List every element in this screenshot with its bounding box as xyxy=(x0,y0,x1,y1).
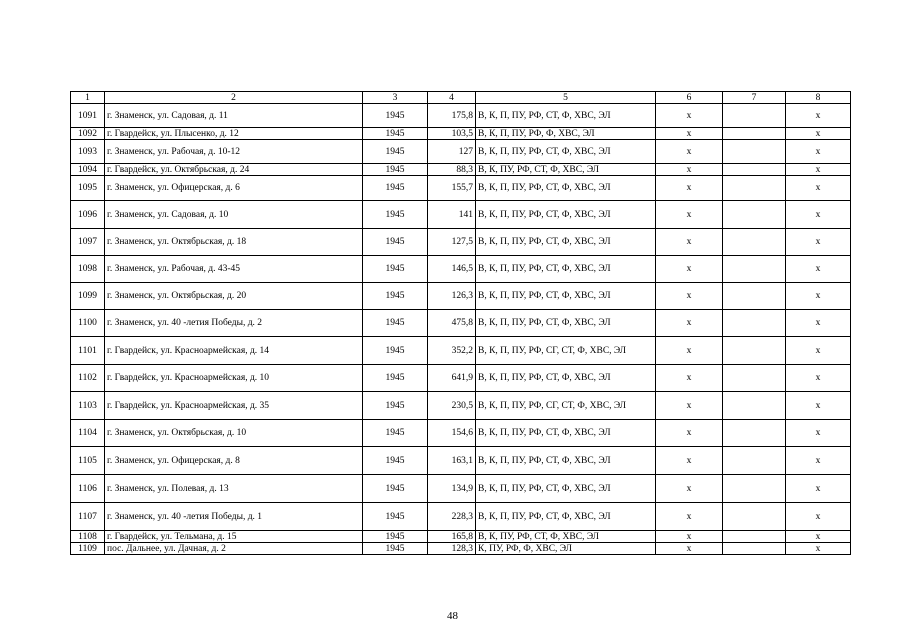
table-row xyxy=(71,531,851,543)
cell-area: 475,8 xyxy=(428,310,476,337)
cell-mark-8: x xyxy=(786,128,851,140)
cell-mark-7 xyxy=(723,229,786,256)
cell-mark-7 xyxy=(723,283,786,310)
cell-address: г. Гвардейск, ул. Плысенко, д. 12 xyxy=(105,128,363,140)
cell-year: 1945 xyxy=(363,256,428,283)
cell-utilities: В, К, П, ПУ, РФ, СТ, Ф, ХВС, ЭЛ xyxy=(476,140,656,164)
table-row xyxy=(71,164,851,176)
cell-year: 1945 xyxy=(363,531,428,543)
cell-mark-7 xyxy=(723,392,786,420)
cell-mark-6: x xyxy=(656,256,723,283)
cell-mark-6: x xyxy=(656,475,723,503)
cell-mark-8: x xyxy=(786,104,851,128)
cell-utilities: В, К, П, ПУ, РФ, СТ, Ф, ХВС, ЭЛ xyxy=(476,256,656,283)
cell-year: 1945 xyxy=(363,201,428,229)
cell-address: г. Знаменск, ул. Полевая, д. 13 xyxy=(105,475,363,503)
cell-address: г. Знаменск, ул. 40 -летия Победы, д. 2 xyxy=(105,310,363,337)
cell-mark-8: x xyxy=(786,310,851,337)
cell-year: 1945 xyxy=(363,283,428,310)
cell-mark-6: x xyxy=(656,229,723,256)
cell-utilities: В, К, П, ПУ, РФ, СГ, СТ, Ф, ХВС, ЭЛ xyxy=(476,337,656,365)
cell-mark-7 xyxy=(723,543,786,555)
cell-row-number: 1105 xyxy=(71,447,105,475)
cell-mark-6: x xyxy=(656,283,723,310)
cell-mark-6: x xyxy=(656,503,723,531)
cell-address: г. Знаменск, ул. Октябрьская, д. 10 xyxy=(105,420,363,447)
cell-mark-7 xyxy=(723,447,786,475)
cell-mark-8: x xyxy=(786,283,851,310)
cell-area: 127,5 xyxy=(428,229,476,256)
housing-register-table xyxy=(70,91,851,555)
cell-address: г. Знаменск, ул. Октябрьская, д. 18 xyxy=(105,229,363,256)
cell-utilities: В, К, П, ПУ, РФ, СТ, Ф, ХВС, ЭЛ xyxy=(476,283,656,310)
cell-year: 1945 xyxy=(363,104,428,128)
cell-address: г. Знаменск, ул. Садовая, д. 10 xyxy=(105,201,363,229)
table-row xyxy=(71,256,851,283)
cell-year: 1945 xyxy=(363,447,428,475)
cell-year: 1945 xyxy=(363,128,428,140)
cell-address: г. Гвардейск, ул. Красноармейская, д. 35 xyxy=(105,392,363,420)
cell-mark-6: x xyxy=(656,531,723,543)
cell-address: г. Гвардейск, ул. Октябрьская, д. 24 xyxy=(105,164,363,176)
cell-year: 1945 xyxy=(363,475,428,503)
cell-mark-8: x xyxy=(786,392,851,420)
cell-address: г. Гвардейск, ул. Тельмана, д. 15 xyxy=(105,531,363,543)
cell-mark-6: x xyxy=(656,140,723,164)
cell-row-number: 1095 xyxy=(71,176,105,201)
cell-mark-8: x xyxy=(786,365,851,392)
cell-area: 146,5 xyxy=(428,256,476,283)
cell-row-number: 1100 xyxy=(71,310,105,337)
cell-row-number: 1102 xyxy=(71,365,105,392)
cell-utilities: В, К, П, ПУ, РФ, СТ, Ф, ХВС, ЭЛ xyxy=(476,365,656,392)
cell-row-number: 1092 xyxy=(71,128,105,140)
cell-mark-7 xyxy=(723,475,786,503)
cell-address: г. Гвардейск, ул. Красноармейская, д. 14 xyxy=(105,337,363,365)
table-row xyxy=(71,475,851,503)
cell-year: 1945 xyxy=(363,503,428,531)
table-row xyxy=(71,140,851,164)
cell-address: г. Гвардейск, ул. Красноармейская, д. 10 xyxy=(105,365,363,392)
cell-year: 1945 xyxy=(363,140,428,164)
cell-mark-8: x xyxy=(786,531,851,543)
cell-row-number: 1093 xyxy=(71,140,105,164)
cell-mark-6: x xyxy=(656,128,723,140)
cell-row-number: 1109 xyxy=(71,543,105,555)
cell-year: 1945 xyxy=(363,420,428,447)
cell-area: 155,7 xyxy=(428,176,476,201)
cell-year: 1945 xyxy=(363,392,428,420)
cell-row-number: 1091 xyxy=(71,104,105,128)
table-row xyxy=(71,283,851,310)
cell-utilities: В, К, П, ПУ, РФ, Ф, ХВС, ЭЛ xyxy=(476,128,656,140)
table-row xyxy=(71,392,851,420)
cell-utilities: В, К, П, ПУ, РФ, СГ, СТ, Ф, ХВС, ЭЛ xyxy=(476,392,656,420)
cell-mark-6: x xyxy=(656,337,723,365)
cell-row-number: 1097 xyxy=(71,229,105,256)
cell-area: 88,3 xyxy=(428,164,476,176)
cell-utilities: К, ПУ, РФ, Ф, ХВС, ЭЛ xyxy=(476,543,656,555)
cell-year: 1945 xyxy=(363,365,428,392)
col-header-3: 3 xyxy=(363,92,428,104)
cell-mark-7 xyxy=(723,256,786,283)
cell-mark-7 xyxy=(723,201,786,229)
cell-address: г. Знаменск, ул. Офицерская, д. 6 xyxy=(105,176,363,201)
cell-year: 1945 xyxy=(363,337,428,365)
cell-year: 1945 xyxy=(363,543,428,555)
cell-utilities: В, К, П, ПУ, РФ, СТ, Ф, ХВС, ЭЛ xyxy=(476,229,656,256)
table-row xyxy=(71,104,851,128)
cell-address: пос. Дальнее, ул. Дачная, д. 2 xyxy=(105,543,363,555)
cell-utilities: В, К, ПУ, РФ, СТ, Ф, ХВС, ЭЛ xyxy=(476,164,656,176)
cell-mark-7 xyxy=(723,337,786,365)
cell-utilities: В, К, П, ПУ, РФ, СТ, Ф, ХВС, ЭЛ xyxy=(476,503,656,531)
cell-mark-8: x xyxy=(786,201,851,229)
table-row xyxy=(71,229,851,256)
cell-year: 1945 xyxy=(363,229,428,256)
cell-mark-7 xyxy=(723,104,786,128)
table-row xyxy=(71,420,851,447)
cell-mark-8: x xyxy=(786,176,851,201)
cell-address: г. Знаменск, ул. Октябрьская, д. 20 xyxy=(105,283,363,310)
cell-mark-6: x xyxy=(656,164,723,176)
cell-area: 128,3 xyxy=(428,543,476,555)
cell-utilities: В, К, П, ПУ, РФ, СТ, Ф, ХВС, ЭЛ xyxy=(476,176,656,201)
cell-mark-6: x xyxy=(656,392,723,420)
cell-row-number: 1106 xyxy=(71,475,105,503)
cell-mark-8: x xyxy=(786,447,851,475)
cell-mark-7 xyxy=(723,503,786,531)
col-header-5: 5 xyxy=(476,92,656,104)
col-header-4: 4 xyxy=(428,92,476,104)
col-header-7: 7 xyxy=(723,92,786,104)
cell-mark-8: x xyxy=(786,337,851,365)
cell-utilities: В, К, ПУ, РФ, СТ, Ф, ХВС, ЭЛ xyxy=(476,531,656,543)
cell-mark-7 xyxy=(723,310,786,337)
cell-row-number: 1101 xyxy=(71,337,105,365)
cell-area: 641,9 xyxy=(428,365,476,392)
cell-row-number: 1103 xyxy=(71,392,105,420)
cell-row-number: 1094 xyxy=(71,164,105,176)
table-row xyxy=(71,310,851,337)
cell-utilities: В, К, П, ПУ, РФ, СТ, Ф, ХВС, ЭЛ xyxy=(476,104,656,128)
cell-area: 165,8 xyxy=(428,531,476,543)
cell-year: 1945 xyxy=(363,310,428,337)
cell-utilities: В, К, П, ПУ, РФ, СТ, Ф, ХВС, ЭЛ xyxy=(476,201,656,229)
cell-mark-6: x xyxy=(656,365,723,392)
col-header-6: 6 xyxy=(656,92,723,104)
cell-address: г. Знаменск, ул. Садовая, д. 11 xyxy=(105,104,363,128)
cell-mark-6: x xyxy=(656,201,723,229)
cell-mark-8: x xyxy=(786,256,851,283)
cell-area: 352,2 xyxy=(428,337,476,365)
cell-address: г. Знаменск, ул. 40 -летия Победы, д. 1 xyxy=(105,503,363,531)
cell-mark-7 xyxy=(723,176,786,201)
cell-mark-7 xyxy=(723,164,786,176)
table-row xyxy=(71,128,851,140)
cell-mark-7 xyxy=(723,128,786,140)
col-header-8: 8 xyxy=(786,92,851,104)
cell-mark-8: x xyxy=(786,503,851,531)
cell-utilities: В, К, П, ПУ, РФ, СТ, Ф, ХВС, ЭЛ xyxy=(476,310,656,337)
cell-mark-6: x xyxy=(656,447,723,475)
cell-mark-8: x xyxy=(786,543,851,555)
cell-area: 134,9 xyxy=(428,475,476,503)
table-row xyxy=(71,337,851,365)
col-header-1: 1 xyxy=(71,92,105,104)
cell-mark-7 xyxy=(723,140,786,164)
table-row xyxy=(71,503,851,531)
cell-row-number: 1096 xyxy=(71,201,105,229)
cell-utilities: В, К, П, ПУ, РФ, СТ, Ф, ХВС, ЭЛ xyxy=(476,447,656,475)
table-row xyxy=(71,365,851,392)
cell-mark-6: x xyxy=(656,104,723,128)
cell-area: 154,6 xyxy=(428,420,476,447)
cell-utilities: В, К, П, ПУ, РФ, СТ, Ф, ХВС, ЭЛ xyxy=(476,475,656,503)
cell-mark-8: x xyxy=(786,140,851,164)
cell-mark-6: x xyxy=(656,420,723,447)
table-row xyxy=(71,176,851,201)
table-row xyxy=(71,543,851,555)
page-number: 48 xyxy=(447,610,458,622)
cell-mark-7 xyxy=(723,531,786,543)
cell-mark-8: x xyxy=(786,164,851,176)
cell-address: г. Знаменск, ул. Рабочая, д. 10-12 xyxy=(105,140,363,164)
cell-year: 1945 xyxy=(363,164,428,176)
cell-area: 127 xyxy=(428,140,476,164)
cell-row-number: 1099 xyxy=(71,283,105,310)
table-row xyxy=(71,447,851,475)
cell-mark-8: x xyxy=(786,475,851,503)
cell-year: 1945 xyxy=(363,176,428,201)
cell-mark-6: x xyxy=(656,543,723,555)
cell-row-number: 1098 xyxy=(71,256,105,283)
cell-area: 228,3 xyxy=(428,503,476,531)
cell-area: 103,5 xyxy=(428,128,476,140)
cell-area: 230,5 xyxy=(428,392,476,420)
cell-mark-6: x xyxy=(656,176,723,201)
cell-row-number: 1107 xyxy=(71,503,105,531)
col-header-2: 2 xyxy=(105,92,363,104)
cell-row-number: 1108 xyxy=(71,531,105,543)
cell-mark-8: x xyxy=(786,229,851,256)
cell-mark-6: x xyxy=(656,310,723,337)
cell-mark-7 xyxy=(723,365,786,392)
cell-area: 126,3 xyxy=(428,283,476,310)
cell-mark-8: x xyxy=(786,420,851,447)
cell-row-number: 1104 xyxy=(71,420,105,447)
cell-mark-7 xyxy=(723,420,786,447)
header-row xyxy=(71,92,851,104)
cell-area: 163,1 xyxy=(428,447,476,475)
cell-address: г. Знаменск, ул. Рабочая, д. 43-45 xyxy=(105,256,363,283)
table-row xyxy=(71,201,851,229)
cell-address: г. Знаменск, ул. Офицерская, д. 8 xyxy=(105,447,363,475)
cell-area: 175,8 xyxy=(428,104,476,128)
cell-area: 141 xyxy=(428,201,476,229)
cell-utilities: В, К, П, ПУ, РФ, СТ, Ф, ХВС, ЭЛ xyxy=(476,420,656,447)
